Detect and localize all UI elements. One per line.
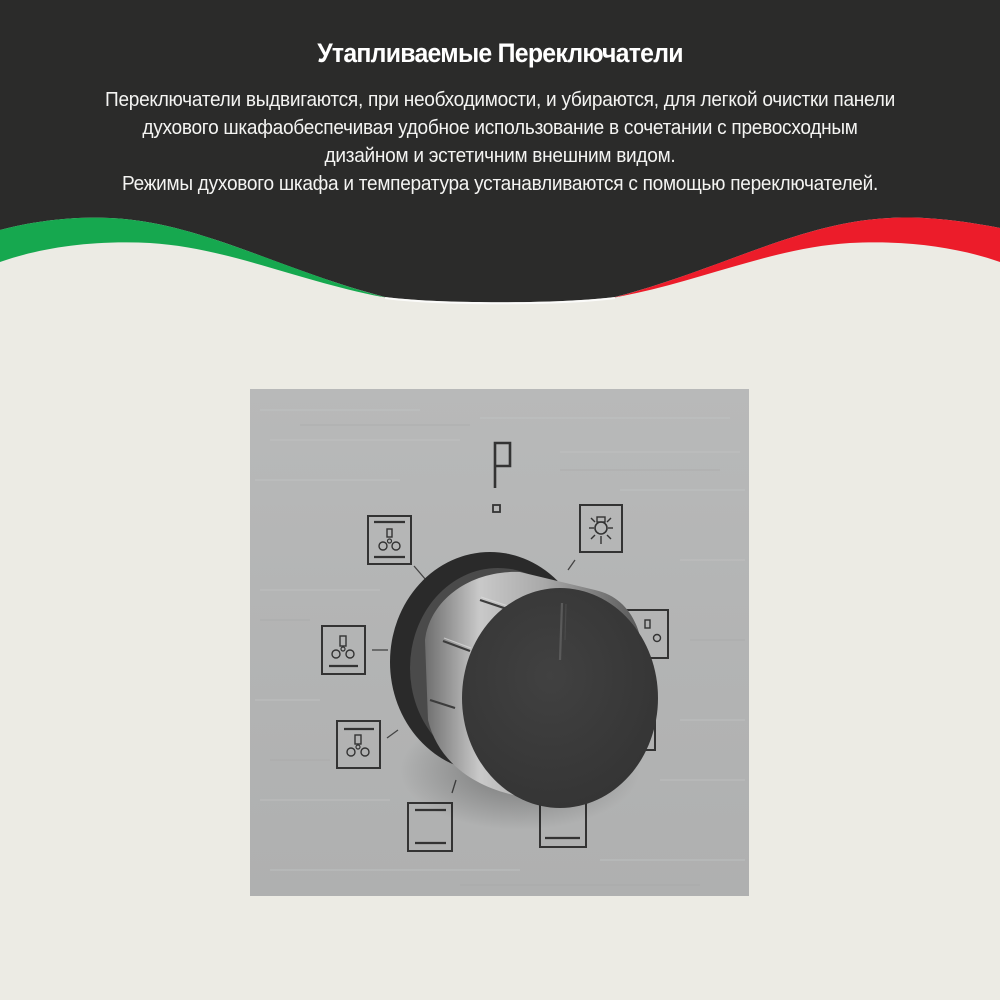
oven-control-panel-image (250, 389, 749, 896)
oven-mode-knob (462, 588, 658, 808)
description-line: Переключатели выдвигаются, при необходимости, и убираются, для легкой очистки панели (105, 88, 895, 111)
description (0, 86, 1000, 198)
description-line: духового шкафаобеспечивая удобное использование в сочетании с превосходным (142, 116, 858, 139)
description-line: Режимы духового шкафа и температура устанавливаются с помощью переключателей. (121, 172, 879, 195)
page-title: Утапливаемые Переключатели (317, 38, 683, 68)
description-line: дизайном и эстетичним внешним видом. (324, 144, 676, 167)
